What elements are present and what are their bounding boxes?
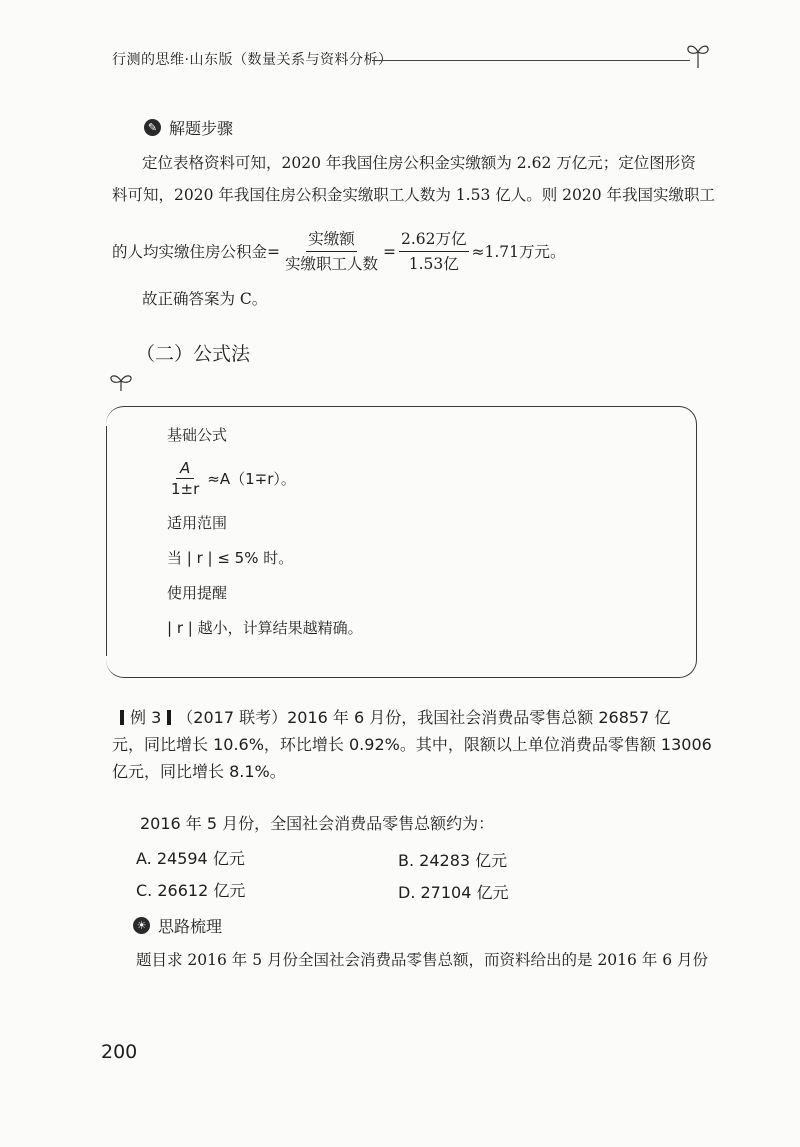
- steps-line-2: 料可知，2020 年我国住房公积金实缴职工人数为 1.53 亿人。则 2020 年我国实缴职工: [112, 186, 716, 204]
- formula-fraction: $\frac{A}{1\pm r}$: [171, 459, 200, 498]
- option-c[interactable]: C. 26612 亿元: [136, 881, 246, 900]
- example-bar-left: [120, 710, 124, 725]
- solution-steps-heading: ✎ 解题步骤: [144, 116, 233, 139]
- option-a[interactable]: A. 24594 亿元: [136, 849, 245, 868]
- scope-text: 当 | r | ≤ 5% 时。: [167, 549, 294, 567]
- example-source: （2017 联考）: [177, 708, 288, 727]
- fraction-values: $\frac{\text{2.62万亿}}{\text{1.53亿}}$: [401, 230, 467, 273]
- sprout-icon: [686, 40, 710, 70]
- example-text: [112, 704, 712, 785]
- tip-text: | r | 越小，计算结果越精确。: [167, 619, 363, 637]
- formula-box-content: [167, 424, 363, 652]
- answer-line: 故正确答案为 C。: [142, 290, 268, 308]
- sprout-icon-small: [108, 371, 134, 393]
- steps-icon: ✎: [144, 119, 161, 136]
- example-line-3: 亿元，同比增长 8.1%。: [112, 762, 286, 781]
- thinking-line-1: 题目求 2016 年 5 月份全国社会消费品零售总额，而资料给出的是 2016 年 6 月份: [136, 951, 709, 969]
- example-line-2: 元，同比增长 10.6%，环比增长 0.92%。其中，限额以上单位消费品零售额 13006: [112, 735, 712, 754]
- tip-label: 使用提醒: [167, 584, 228, 602]
- question-text: 2016 年 5 月份，全国社会消费品零售总额约为：: [140, 814, 495, 833]
- lightbulb-icon: ☀: [133, 917, 150, 934]
- steps-line-1: 定位表格资料可知，2020 年我国住房公积金实缴额为 2.62 万亿元；定位图形资: [142, 154, 696, 172]
- scope-label: 适用范围: [167, 514, 228, 532]
- option-d[interactable]: D. 27104 亿元: [398, 883, 509, 902]
- running-header-title: 行测的思维·山东版（数量关系与资料分析）: [112, 52, 393, 68]
- example-label: 例 3: [130, 708, 162, 727]
- formula-box-left-line: [106, 426, 107, 656]
- thinking-heading: ☀ 思路梳理: [133, 914, 222, 937]
- example-bar-right: [167, 710, 171, 725]
- section-title: （二）公式法: [136, 343, 251, 365]
- basic-formula: $\frac{A}{1\pm r}$ ≈A（1∓r）。: [167, 459, 363, 498]
- header-rule: [372, 60, 690, 61]
- example-line-1: 例 3 （2017 联考）2016 年 6 月份，我国社会消费品零售总额 26857 亿: [120, 704, 702, 731]
- fraction-per-capita: $\frac{\text{实缴额}}{\text{实缴职工人数}}$: [285, 230, 379, 273]
- basic-formula-label: 基础公式: [167, 426, 228, 444]
- option-b[interactable]: B. 24283 亿元: [398, 851, 508, 870]
- steps-formula-line: 的人均实缴住房公积金= $\frac{\text{实缴额}}{\text{实缴职工人数}}$ = $\frac{\text{2.62万亿}}{\text{1.53亿}}$ ≈1.71万元。: [112, 230, 566, 273]
- page-number: 200: [101, 1041, 138, 1063]
